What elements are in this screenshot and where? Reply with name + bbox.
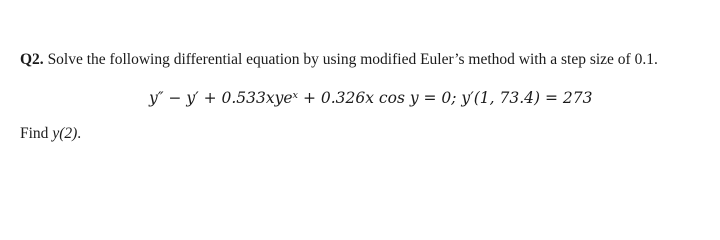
question-text: Solve the following differential equation by using modified Euler’s method with a step size of 0.1. (43, 51, 658, 68)
question-statement (20, 51, 658, 69)
find-prefix: Find (20, 125, 53, 142)
find-target: y(2) (52, 125, 78, 142)
find-instruction (20, 125, 81, 143)
question-label: Q2. (20, 51, 44, 68)
differential-equation: y″ − y′ + 0.533xyeˣ + 0.326x cos y = 0; y′(1, 73.4) = 273 (149, 89, 593, 107)
find-suffix: . (77, 125, 82, 142)
